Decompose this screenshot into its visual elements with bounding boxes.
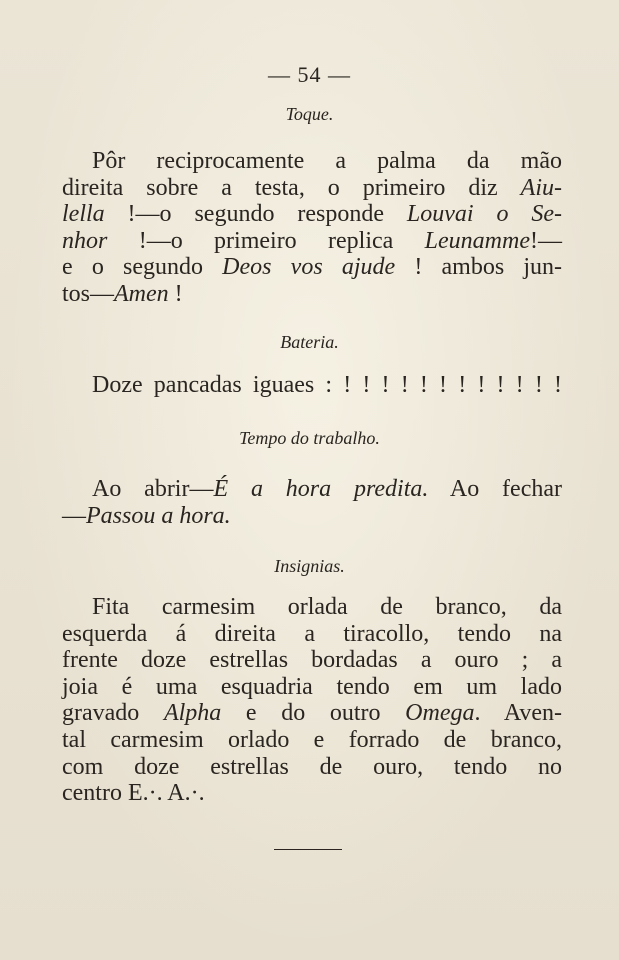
- paragraph-tempo: [62, 476, 562, 529]
- heading-tempo-do-trabalho: Tempo do trabalho.: [239, 428, 380, 448]
- page-number: — 54 —: [268, 62, 351, 87]
- text-line: Pôr reciprocamente a palma da mão: [92, 148, 562, 174]
- text-line: joia é uma esquadria tendo em um lado: [62, 673, 562, 700]
- text-line: tos—Amen !: [62, 280, 183, 307]
- text-line: Fita carmesim orlada de branco, da: [92, 594, 562, 620]
- text-line: frente doze estrellas bordadas a ouro ; a: [62, 647, 562, 674]
- text-line: —Passou a hora.: [62, 502, 231, 529]
- heading-toque: Toque.: [285, 104, 334, 124]
- paragraph-toque: [62, 148, 562, 308]
- closing-rule: [274, 849, 342, 850]
- text-line: centro E.·. A.·.: [62, 780, 205, 807]
- text-line: esquerda á direita a tiracollo, tendo na: [62, 620, 562, 647]
- heading-bateria: Bateria.: [280, 332, 339, 352]
- text-line: lella !—o segundo responde Louvai o Se-: [62, 201, 563, 228]
- heading-insignias: Insignias.: [274, 556, 345, 576]
- text-line: nhor !—o primeiro replica Leunamme!—: [62, 227, 562, 254]
- text-line: com doze estrellas de ouro, tendo no: [62, 753, 562, 780]
- paragraph-bateria: [62, 372, 562, 399]
- text-line: e o segundo Deos vos ajude ! ambos jun-: [62, 254, 562, 281]
- text-line: Doze pancadas iguaes : ! ! ! ! ! ! ! ! ! ! ! !: [92, 372, 562, 398]
- text-line: tal carmesim orlado e forrado de branco,: [62, 726, 562, 753]
- text-line: Ao abrir—É a hora predita. Ao fechar: [92, 476, 562, 502]
- text-line: direita sobre a testa, o primeiro diz Aiu-: [62, 174, 562, 201]
- paragraph-insignias: [62, 594, 562, 807]
- text-line: gravado Alpha e do outro Omega. Aven-: [62, 700, 563, 727]
